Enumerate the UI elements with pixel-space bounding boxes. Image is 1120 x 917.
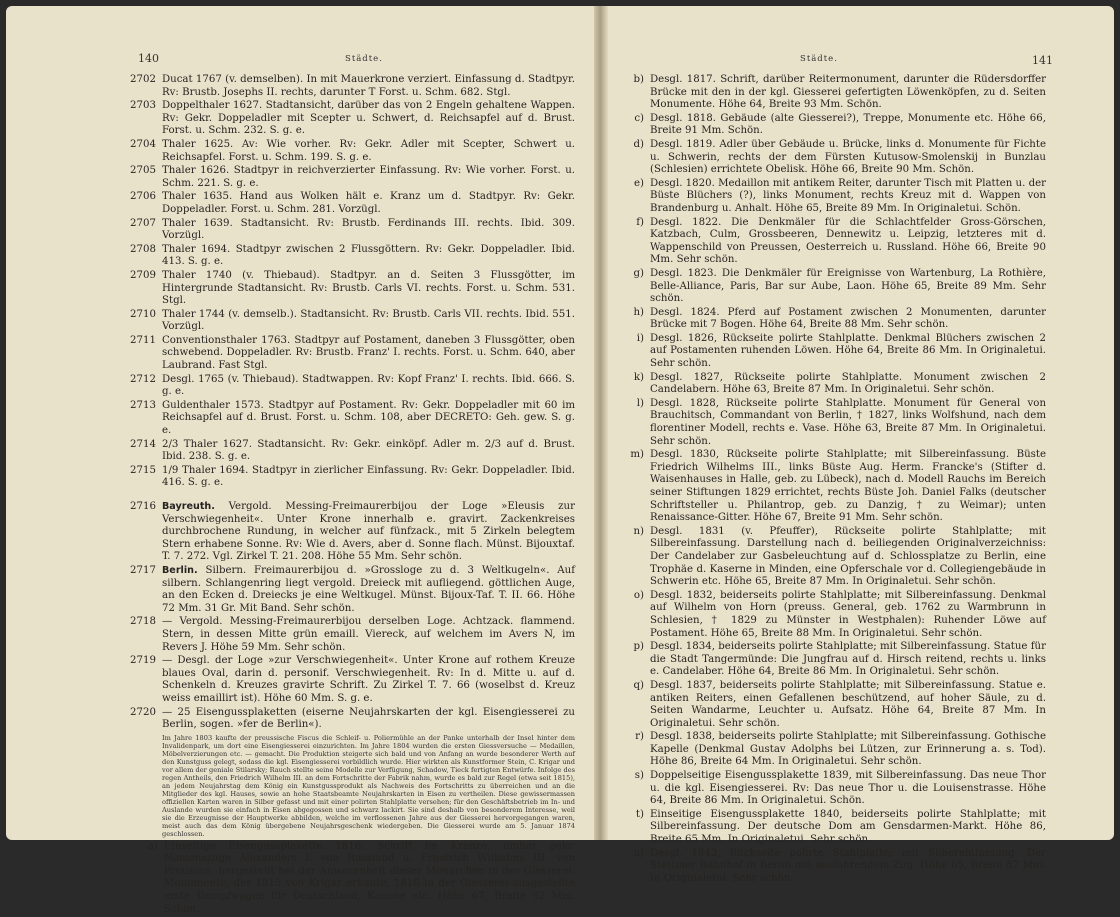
sub-entry-letter: a) [147,840,158,852]
entry-number: 2702 [130,74,156,85]
entry-text-block [162,309,575,334]
entry-number: 2718 [130,616,156,628]
entry-text: Vergold. Messing-Freimaurerbijou der Loge »Eleusis zur Verschwiegenheit«. Unter Krone innerhalb e. gravirt. Zackenkreises durchbrochene Rundung, in welcher auf fünfzack., mit 5 Zirkeln belegtem Stern erhabene Sonne. Rv: Wie d. Avers, aber d. Sonne flach. Münst. Bijouxtaf. T. 7. 272. Vgl. Zirkel T. 21. 208. Höhe 55 Mm. Sehr schön. [162,501,575,563]
entry-number: 2705 [130,165,156,177]
entry-number: 2713 [130,399,156,411]
entry-number: 2706 [130,191,156,203]
entry-text-block [162,655,575,705]
sub-entry-a [130,841,575,917]
catalog-entry [130,74,575,99]
sub-entry-text: Desgl. 1830, Rückseite polirte Stahlplatte; mit Silbereinfassung. Büste Friedrich Wilhelms III., links Büste Aug. Herm. Francke's (Stifter d. Waisenhauses in Halle, geb. zu Lübeck), nach d. Modell Rauchs im Bereich seiner Stiftungen 1829 errichtet, rechts Büste Joh. Daniel Falks (deutscher Schriftsteller u. Philantrop, geb. zu Danzig, † zu Weimar); unten Renaissance-Gitter. Höhe 67, Breite 91 Mm. Sehr schön. [650,449,1046,524]
page-number-left: 140 [138,52,159,65]
catalog-entry [130,707,575,732]
sub-entry-text: Desgl. 1832, beiderseits polirte Stahlplatte; mit Silbereinfassung. Denkmal auf Wilhelm von Horn (preuss. General, geb. 1762 zu Warmbrunn in Schlesien, † 1829 zu Münster in Westphalen): Ruhender Löwe auf Postament. Höhe 65, Breite 88 Mm. In Originaletui. Sehr schön. [650,589,1046,639]
catalog-entry [130,439,575,464]
entry-text: 2/3 Thaler 1627. Stadtansicht. Rv: Gekr. einköpf. Adler m. 2/3 auf d. Brust. Ibid. 238. S. g. e. [162,438,575,463]
sub-entry-text: Desgl. 1837, beiderseits polirte Stahlplatte; mit Silbereinfassung. Statue e. antiken Reiters, einen Gefallenen beschützend, auf hoher Säule, zu d. Seiten Wandarme, Leuchter u. Aufsatz. Höhe 64, Breite 87 Mm. In Originaletui. Sehr schön. [650,679,1046,729]
entry-text: Thaler 1635. Hand aus Wolken hält e. Kranz um d. Stadtpyr. Rv: Gekr. Doppeladler. Forst. u. Schm. 281. Vorzügl. [162,191,575,215]
sub-entry-letter: n) [633,525,644,537]
entry-text: — 25 Eisengussplaketten (eiserne Neujahrskarten der kgl. Eisengiesserei zu Berlin, sogen. »fer de Berlin«). [162,706,575,731]
sub-entry [616,680,1046,730]
sub-entry [616,449,1046,525]
sub-entry [616,641,1046,679]
entry-text-block [162,74,575,99]
sub-entry [616,770,1046,808]
running-head-right: Städte. [800,54,838,64]
sub-entry-letter: l) [636,397,644,409]
entry-number: 2709 [130,269,156,281]
sub-entry [616,731,1046,769]
entry-text-block [162,439,575,464]
sub-entry [616,398,1046,448]
entry-text: Desgl. 1765 (v. Thiebaud). Stadtwappen. Rv: Kopf Franz' I. rechts. Ibid. 666. S. g. e. [162,373,575,398]
entry-text: Ducat 1767 (v. demselben). In mit Mauerkrone verziert. Einfassung d. Stadtpyr. Rv: Brustb. Josephs II. rechts, darunter T Forst. u. Schm. 682. Stgl. [162,74,575,98]
sub-entry-text: Desgl. 1824. Pferd auf Postament zwischen 2 Monumenten, darunter Brücke mit 7 Bogen. Höhe 64, Breite 88 Mm. Sehr schön. [650,306,1046,331]
entry-text-block [162,465,575,490]
sub-entry-text: Desgl. 1826, Rückseite polirte Stahlplatte. Denkmal Blüchers zwischen 2 auf Postamenten ruhenden Löwen. Höhe 64, Breite 86 Mm. In Originaletui. Sehr schön. [650,332,1046,370]
catalog-entry [130,400,575,438]
left-page-body [130,74,575,917]
sub-entry [616,372,1046,397]
entry-text-block [162,218,575,243]
entry-number: 2716 [130,501,156,512]
sub-entry-text: Desgl. 1838, beiderseits polirte Stahlplatte; mit Silbereinfassung. Gothische Kapelle (Denkmal Gustav Adolphs bei Lützen, zur Erinnerung a. s. Tod). Höhe 86, Breite 64 Mm. In Originaletui. Sehr schön. [650,731,1046,768]
entry-number: 2708 [130,243,156,255]
entry-city: Berlin. [162,564,198,576]
sub-entry-letter: t) [635,808,644,820]
entry-text-block [162,707,575,732]
entry-list-coins [130,74,575,490]
sub-entry [616,307,1046,332]
entry-text: Thaler 1740 (v. Thiebaud). Stadtpyr. an d. Seiten 3 Flussgötter, im Hintergrunde Stadtansicht. Rv: Brustb. Carls VI. rechts. Forst. u. Schm. 531. Stgl. [162,269,575,307]
right-page-body [616,74,1046,886]
entry-number: 2715 [130,464,156,476]
entry-text-block [162,139,575,164]
entry-text: Conventionsthaler 1763. Stadtpyr auf Postament, daneben 3 Flussgötter, oben schwebend. Doppeladler. Rv: Brustb. Franz' I. rechts. Forst. u. Schm. 640, aber Laubrand. Fast Stgl. [162,334,575,372]
sub-entry [616,178,1046,216]
catalog-entry [130,374,575,399]
entry-text-block [162,400,575,438]
entry-text: Thaler 1744 (v. demselb.). Stadtansicht. Rv: Brustb. Carls VII. rechts. Ibid. 551. Vorzügl. [162,308,575,333]
sub-entry-text: Desgl. 1818. Gebäude (alte Giesserei?), Treppe, Monumente etc. Höhe 66, Breite 91 Mm. Schön. [650,112,1046,137]
sub-entry-text: Desgl. 1831 (v. Pfeuffer), Rückseite polirte Stahlplatte; mit Silbereinfassung. Darstellung nach d. beiliegenden Originalverzeichniss: Der Candelaber zur Gasbeleuchtung auf d. Schlossplatze zu Berlin, eine Trophäe d. Kaserne in Minden, eine Opferschale vor d. Collegiengebäude in Schwerin etc. Höhe 65, Breite 87 Mm. In Originaletui. Sehr schön. [650,525,1046,588]
catalog-entry [130,309,575,334]
sub-entry-letter: e) [633,177,644,189]
entry-text-block [162,501,575,564]
catalog-entry [130,565,575,615]
entry-number: 2710 [130,308,156,320]
entry-text-block [162,191,575,216]
entry-list-freemason [130,501,575,732]
entry-text: Guldenthaler 1573. Stadtpyr auf Postament. Rv: Gekr. Doppeladler mit 60 im Reichsapfel auf d. Brust. Forst. u. Schm. 108, aber DECRETO: Geh. gew. S. g. e. [162,399,575,437]
entry-number: 2719 [130,655,156,667]
sub-entry-letter: f) [636,216,644,228]
entry-text: Thaler 1625. Av: Wie vorher. Rv: Gekr. Adler mit Scepter, Schwert u. Reichsapfel. Forst. u. Schm. 199. S. g. e. [162,138,575,163]
sub-entry [616,590,1046,640]
sub-entry [616,74,1046,112]
sub-entry-text: Desgl. 1834, beiderseits polirte Stahlplatte; mit Silbereinfassung. Statue für die Stadt Tangermünde: Die Jungfrau auf d. Hirsch reitend, rechts u. links e. Candelaber. Höhe 64, Breite 86 Mm. In Originaletui. Sehr schön. [650,641,1046,678]
book-gutter [594,6,608,840]
sub-entry-text: Einseitige Eisengussplakette 1816. Schrift im Kranze, umher gekr. Namenszüge Alexanders I. von Russland u. Friedrich Wilhelms III. von Preussen, hergestellt bei der Anwesenheit dieser Monarchen in der Giesserei. Monumente, der 1815 von Krigar erbaute, 1816 in der Giesserei ausgestellte erste Dampfwagen für Deutschland, Kanone etc. Höhe 67, Breite 92 Mm. Schön. [164,840,575,915]
sub-entry-text: Einseitige Eisengussplakette 1840, beiderseits polirte Stahlplatte; mit Silbereinfassung. Der deutsche Dom am Gensdarmen-Markt. Höhe 86, Breite 65 Mm. In Originaletui. Sehr schön. [650,808,1046,846]
catalog-entry [130,218,575,243]
entry-text: Silbern. Freimaurerbijou d. »Grossloge zu d. 3 Weltkugeln«. Auf silbern. Schlangenring liegt vergold. Dreieck mit aufliegend. göttlichen Auge, an den Ecken d. Dreiecks je eine Weltkugel. Münst. Bijoux-Taf. T. II. 66. Höhe 72 Mm. 31 Gr. Mit Band. Sehr schön. [162,564,576,614]
entry-text-block [162,165,575,190]
page-number-right: 141 [1032,54,1053,67]
sub-entry [616,113,1046,138]
sub-entry-letter: h) [633,306,644,318]
sub-entry-letter: s) [634,770,644,782]
sub-entry-text: Desgl. 1820. Medaillon mit antikem Reiter, darunter Tisch mit Platten u. der Büste Blüchers (?), links Monument, rechts Kreuz mit d. Wappen von Brandenburg u. Anhalt. Höhe 65, Breite 89 Mm. In Originaletui. Schön. [650,177,1047,214]
catalog-entry [130,501,575,564]
catalog-entry [130,165,575,190]
catalog-entry [130,335,575,373]
sub-entry-letter: o) [633,589,644,601]
sub-entry-letter: g) [633,267,644,279]
catalog-entry [130,191,575,216]
catalog-entry [130,139,575,164]
catalog-entry [130,465,575,490]
sub-entry [616,139,1046,177]
catalog-entry [130,244,575,269]
entry-text: — Vergold. Messing-Freimaurerbijou derselben Loge. Achtzack. flammend. Stern, in dessen Mitte grün emaill. Viereck, auf welchem im Avers N, im Revers J. Höhe 59 Mm. Sehr schön. [162,616,575,653]
entry-number: 2714 [130,438,156,450]
sub-entry-text: Desgl. 1817. Schrift, darüber Reitermonument, darunter die Rüdersdorffer Brücke mit den in der kgl. Giesserei gefertigten Löwenköpfen, zu d. Seiten Monumente. Höhe 64, Breite 93 Mm. Schön. [650,74,1046,111]
entry-text: Thaler 1694. Stadtpyr zwischen 2 Flussgöttern. Rv: Gekr. Doppeladler. Ibid. 413. S. g. e. [162,243,575,268]
entry-text-block [162,335,575,373]
sub-entry [616,333,1046,371]
sub-entry [616,526,1046,589]
sub-entry [616,848,1046,886]
sub-entry [616,809,1046,847]
entry-text: Thaler 1639. Stadtansicht. Rv: Brustb. Ferdinands III. rechts. Ibid. 309. Vorzügl. [162,217,575,242]
sub-entry-text: Desgl. 1828, Rückseite polirte Stahlplatte. Monument für General von Brauchitsch, Commandant von Berlin, † 1827, links Wolfshund, nach dem florentiner Modell, rechts e. Vase. Höhe 63, Breite 87 Mm. In Originaletui. Sehr schön. [650,397,1046,447]
sub-entry-letter: r) [635,731,644,743]
sub-entry-letter: u) [633,847,644,859]
sub-entry-letter: c) [634,112,644,124]
sub-entry-text: Desgl. 1823. Die Denkmäler für Ereignisse von Wartenburg, La Rothière, Belle-Alliance, Paris, Bar sur Aube, Laon. Höhe 65, Breite 89 Mm. Sehr schön. [650,267,1046,305]
catalog-entry [130,655,575,705]
sub-entry-letter: p) [633,641,644,653]
sub-entry-text: Desgl. 1827, Rückseite polirte Stahlplatte. Monument zwischen 2 Candelabern. Höhe 63, Breite 87 Mm. In Originaletui. Sehr schön. [650,371,1046,396]
entry-number: 2707 [130,217,156,229]
sub-entry-text: Desgl. 1819. Adler über Gebäude u. Brücke, links d. Monumente für Fichte u. Schwerin, rechts der dem Fürsten Kutusow-Smolenskij in Bunzlau (Schlesien) errichtete Obelisk. Höhe 66, Breite 90 Mm. Schön. [650,138,1046,176]
entry-number: 2717 [130,564,156,576]
sub-entry-letter: i) [636,332,644,344]
sub-entry [616,217,1046,267]
entry-text-block [162,270,575,308]
footnote-eisengiesserei: Im Jahre 1803 kaufte der preussische Fiscus die Schleif- u. Poliermühle an der Panke unterhalb der Insel hinter dem Invalidenpark, um dort eine Eisengiesserei einzurichten. Im Jahre 1804 wurden die ersten Giessversuche — Medaillen, Möbelverzierungen etc. — gemacht. Die Produktion steigerte sich bald und von Anfang an wurde besonderer Werth auf den Kunstguss gelegt, sodass die kgl. Eisengiesserei vorbildlich wurde. Hier wirkten als Kunstformer Stein, C. Krigar und vor allem der geniale Stilarsky; Rauch stellte seine Modelle zur Verfügung, Schadow, Tieck fertigten Entwürfe. Infolge des regen Antheils, den Friedrich Wilhelm III. an dem Fortschritte der Fabrik nahm, wurde es bald zur Regel (etwa seit 1815), an jedem Neujahrstag dem König ein Kunstgussprodukt als Nachweis des Fortschritts zu überreichen und an die Mitglieder des kgl. Hauses, sowie an hohe Staatsbeamte Neujahrskarten in Eisen zu vertheilen. Diese gewissermassen offiziellen Karten waren in Silber gefasst und mit einer polirten Stahlplatte versehen; für den Geschäftsbetrieb im In- und Auslande wurden sie einfach in Eisen abgegossen und schwarz lackirt. Sie sind deshalb von besonderem Interesse, weil sie die Erzeugnisse der Hauptwerke abbilden, welche im verflossenen Jahre aus der Giesserei hervorgegangen waren, meist auch das dem König übergebene Neujahrsgeschenk wiedergeben. Die Giesserei wurde am 5. Januar 1874 geschlossen. [162,733,575,838]
sub-entry-letter: k) [633,371,644,383]
entry-text-block [162,244,575,269]
entry-text-block [162,616,575,654]
entry-text-block [162,565,575,615]
sub-entry-text: Desgl. 1843, Rückseite polirte Stahlplatte; mit Silbereinfassung. Der Stettiner Bahnhof in Berlin mit ausfahrendem Zug. Höhe 65, Breite 87 Mm. In Originaletui. Sehr schön. [650,847,1046,884]
entry-text: Doppelthaler 1627. Stadtansicht, darüber das von 2 Engeln gehaltene Wappen. Rv: Gekr. Doppeladler mit Scepter u. Schwert, d. Reichsapfel auf d. Brust. Forst. u. Schm. 232. S. g. e. [162,100,575,137]
sub-entry-letter: m) [630,449,644,461]
sub-entry-text: Desgl. 1822. Die Denkmäler für die Schlachtfelder Gross-Görschen, Katzbach, Culm, Grossbeeren, Dennewitz u. Leipzig, letzteres mit d. Wappenschild von Preussen, Oesterreich u. Russland. Höhe 66, Breite 90 Mm. Sehr schön. [650,216,1046,266]
catalog-entry [130,270,575,308]
entry-number: 2704 [130,138,156,150]
entry-text: Thaler 1626. Stadtpyr in reichverzierter Einfassung. Rv: Wie vorher. Forst. u. Schm. 221. S. g. e. [162,165,575,189]
entry-number: 2703 [130,100,156,112]
sub-entry-letter: b) [633,74,644,85]
entry-list-plaketten [616,74,1046,885]
entry-text-block [162,374,575,399]
entry-number: 2711 [130,334,156,346]
entry-number: 2720 [130,706,156,718]
entry-city: Bayreuth. [162,501,215,512]
catalog-entry [130,616,575,654]
entry-text-block [162,100,575,138]
entry-text: 1/9 Thaler 1694. Stadtpyr in zierlicher Einfassung. Rv: Gekr. Doppeladler. Ibid. 416. S. g. e. [162,464,575,489]
sub-entry-letter: q) [633,679,644,691]
sub-entry-letter: d) [633,138,644,150]
sub-entry [616,268,1046,306]
sub-entry-text: Doppelseitige Eisengussplakette 1839, mit Silbereinfassung. Das neue Thor u. die kgl. Eisengiesserei. Rv: Das neue Thor u. die Louisenstrasse. Höhe 64, Breite 86 Mm. In Originaletui. Schön. [650,770,1046,807]
entry-number: 2712 [130,373,156,385]
running-head-left: Städte. [345,54,383,64]
entry-text: — Desgl. der Loge »zur Verschwiegenheit«. Unter Krone auf rothem Kreuze blaues Oval, darin d. personif. Verschwiegenheit. Rv: In d. Mitte u. auf d. Schenkeln d. Kreuzes gravirte Schrift. Zu Zirkel T. 7. 66 (woselbst d. Kreuz weiss emaillirt ist). Höhe 60 Mm. S. g. e. [162,655,575,704]
catalog-entry [130,100,575,138]
